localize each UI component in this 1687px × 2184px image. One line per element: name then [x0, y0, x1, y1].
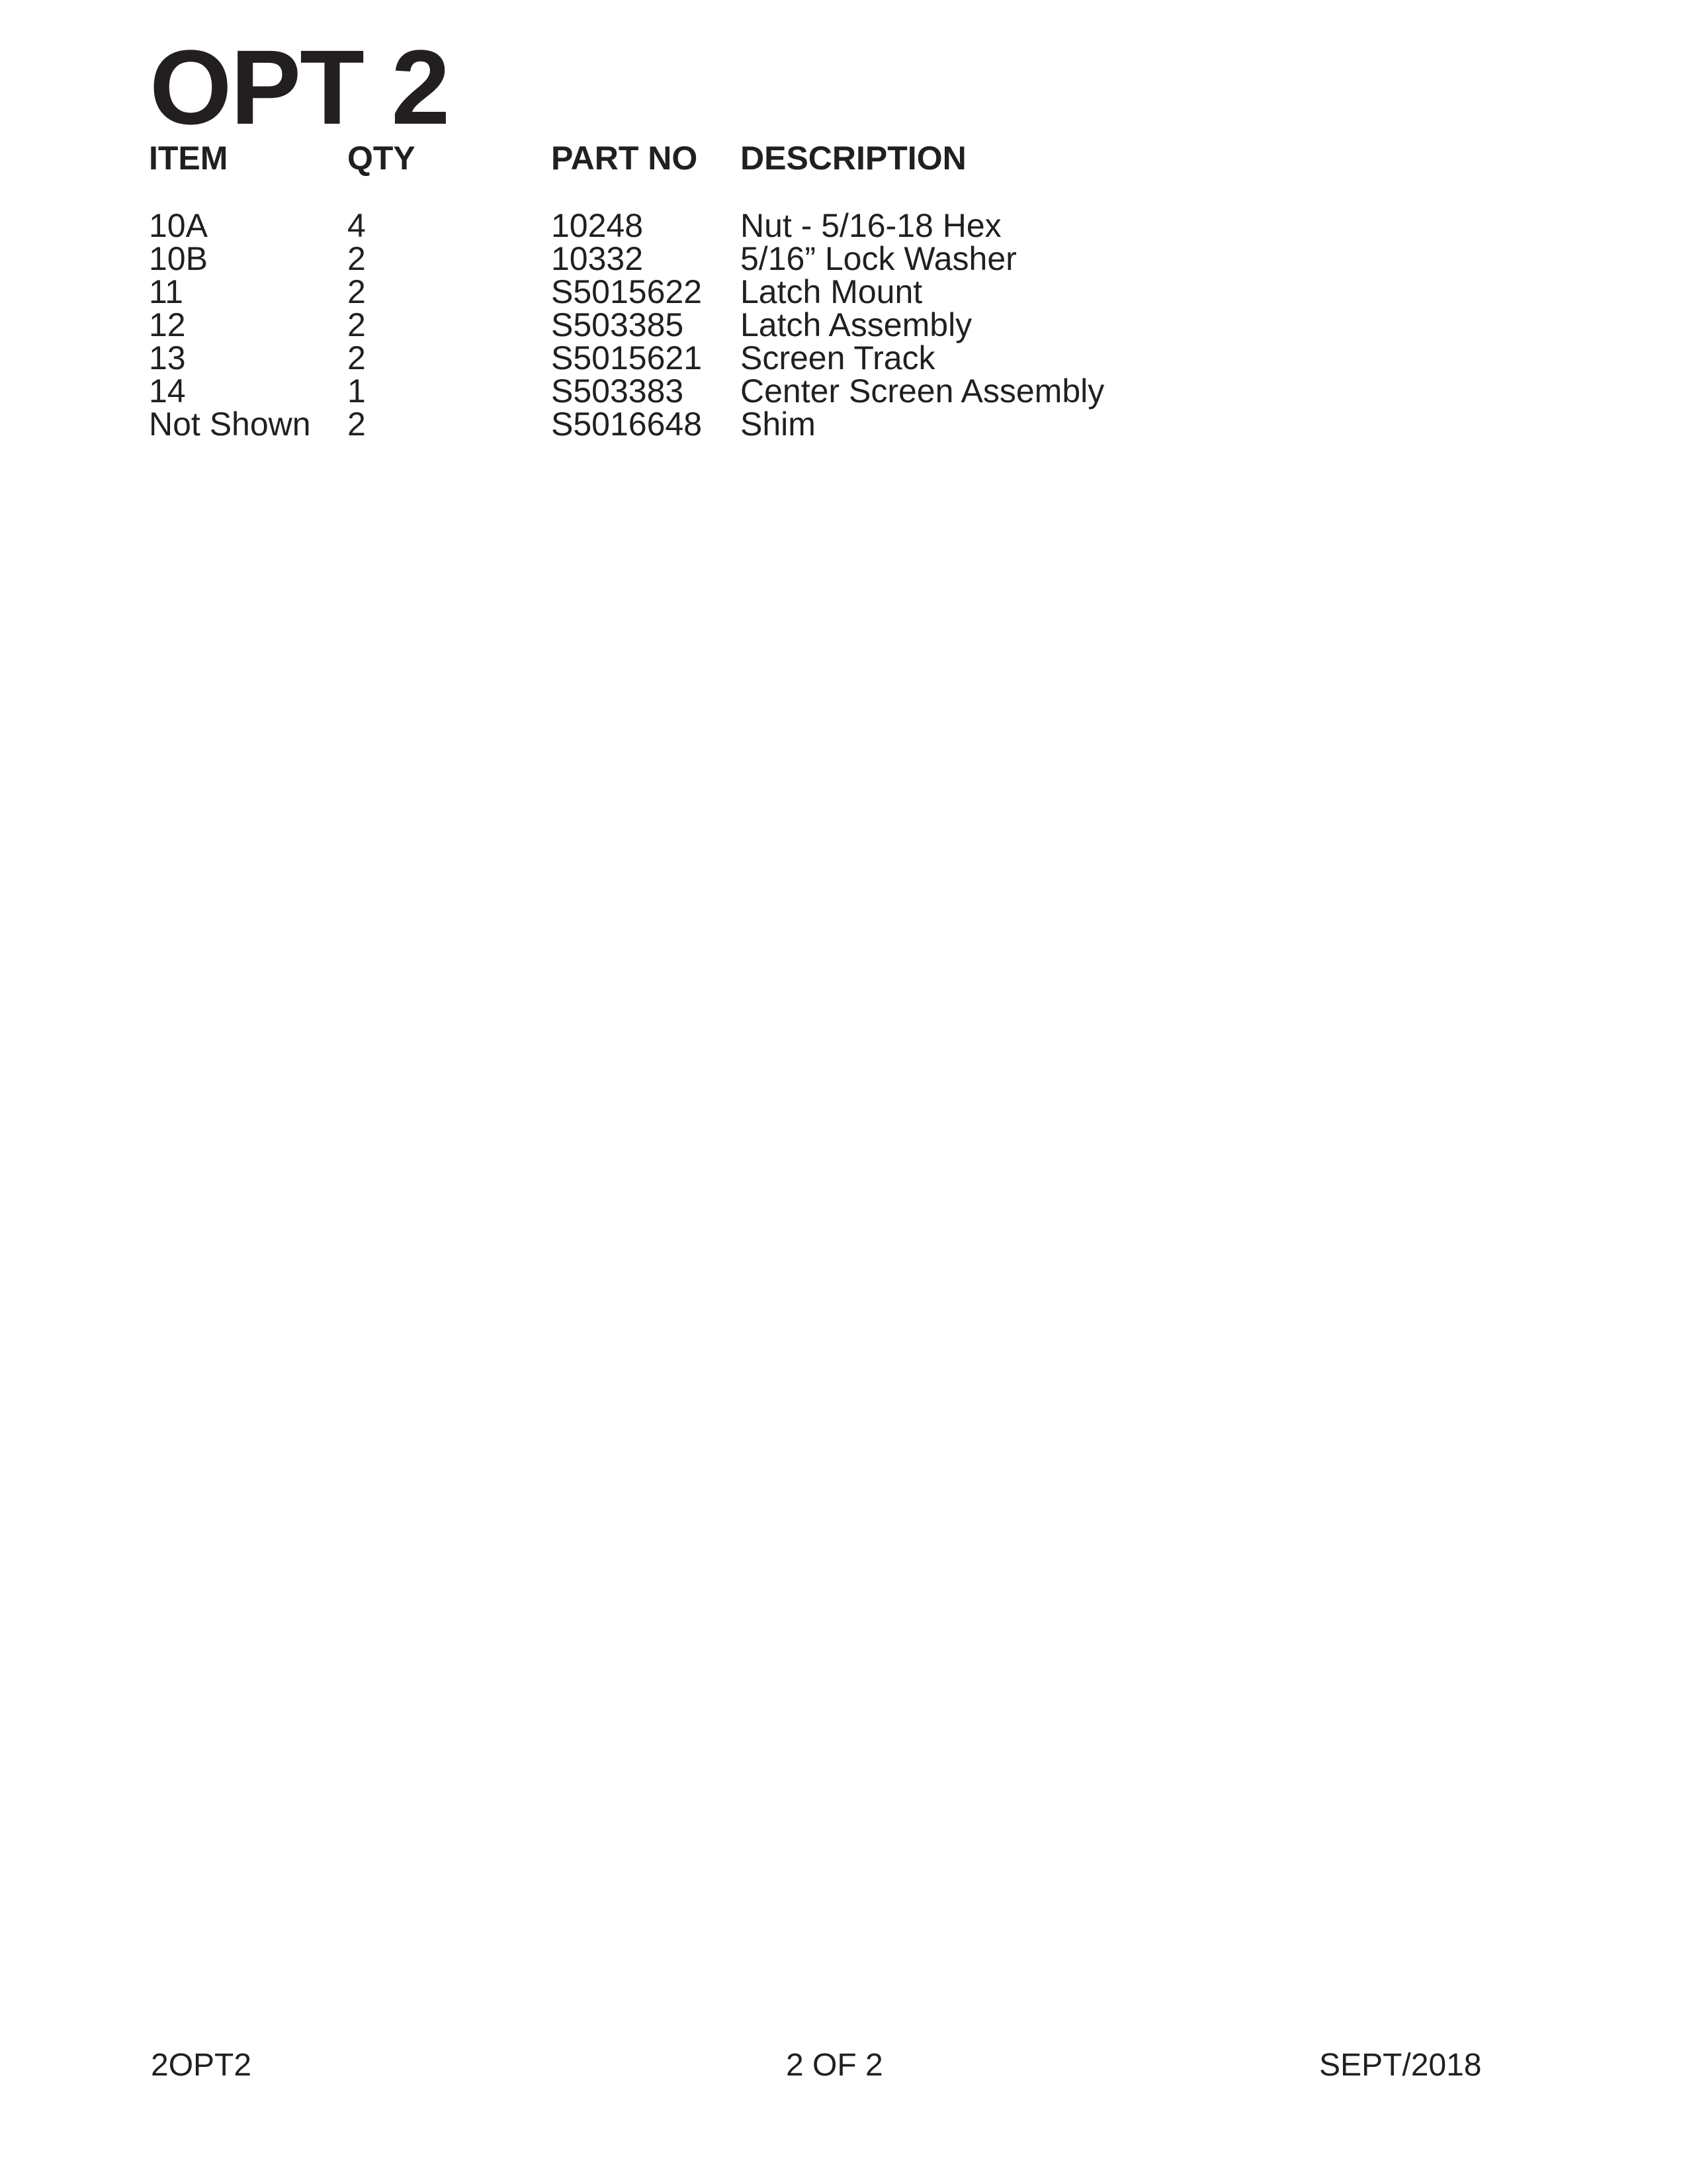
- cell-item: 14: [149, 372, 186, 410]
- parts-table: [149, 139, 1203, 441]
- cell-part-no: S503385: [551, 306, 684, 343]
- cell-description: Screen Track: [740, 339, 935, 376]
- cell-qty: 1: [347, 372, 366, 410]
- cell-part-no: S5015622: [551, 273, 703, 310]
- cell-description: Center Screen Assembly: [740, 372, 1105, 410]
- cell-part-no: S5016648: [551, 406, 703, 443]
- header-item: ITEM: [149, 140, 228, 177]
- table-row: [149, 374, 1203, 408]
- cell-description: Latch Assembly: [740, 306, 973, 343]
- cell-part-no: S5015621: [551, 339, 703, 376]
- cell-qty: 2: [347, 406, 366, 443]
- cell-qty: 2: [347, 306, 366, 343]
- cell-part-no: 10248: [551, 207, 644, 244]
- cell-item: Not Shown: [149, 406, 311, 443]
- table-row: [149, 242, 1203, 275]
- cell-description: Latch Mount: [740, 273, 923, 310]
- page-title: OPT 2: [150, 28, 449, 146]
- cell-description: Nut - 5/16-18 Hex: [740, 207, 1002, 244]
- cell-qty: 2: [347, 240, 366, 277]
- table-header-row: [149, 139, 1203, 209]
- cell-item: 13: [149, 339, 186, 376]
- header-part-no: PART NO: [551, 140, 698, 177]
- cell-description: Shim: [740, 406, 816, 443]
- cell-qty: 2: [347, 339, 366, 376]
- cell-qty: 2: [347, 273, 366, 310]
- cell-item: 11: [149, 273, 183, 310]
- footer-page-number: 2 OF 2: [786, 2048, 883, 2083]
- table-row: [149, 308, 1203, 341]
- table-row: [149, 275, 1203, 308]
- table-row: [149, 408, 1203, 441]
- table-row: [149, 341, 1203, 374]
- cell-item: 10A: [149, 207, 208, 244]
- header-description: DESCRIPTION: [740, 140, 967, 177]
- footer-date: SEPT/2018: [1319, 2048, 1482, 2083]
- cell-item: 12: [149, 306, 186, 343]
- header-qty: QTY: [347, 140, 415, 177]
- cell-description: 5/16” Lock Washer: [740, 240, 1017, 277]
- cell-part-no: S503383: [551, 372, 684, 410]
- cell-part-no: 10332: [551, 240, 644, 277]
- cell-qty: 4: [347, 207, 366, 244]
- table-row: [149, 209, 1203, 242]
- cell-item: 10B: [149, 240, 208, 277]
- footer-document-code: 2OPT2: [151, 2048, 252, 2083]
